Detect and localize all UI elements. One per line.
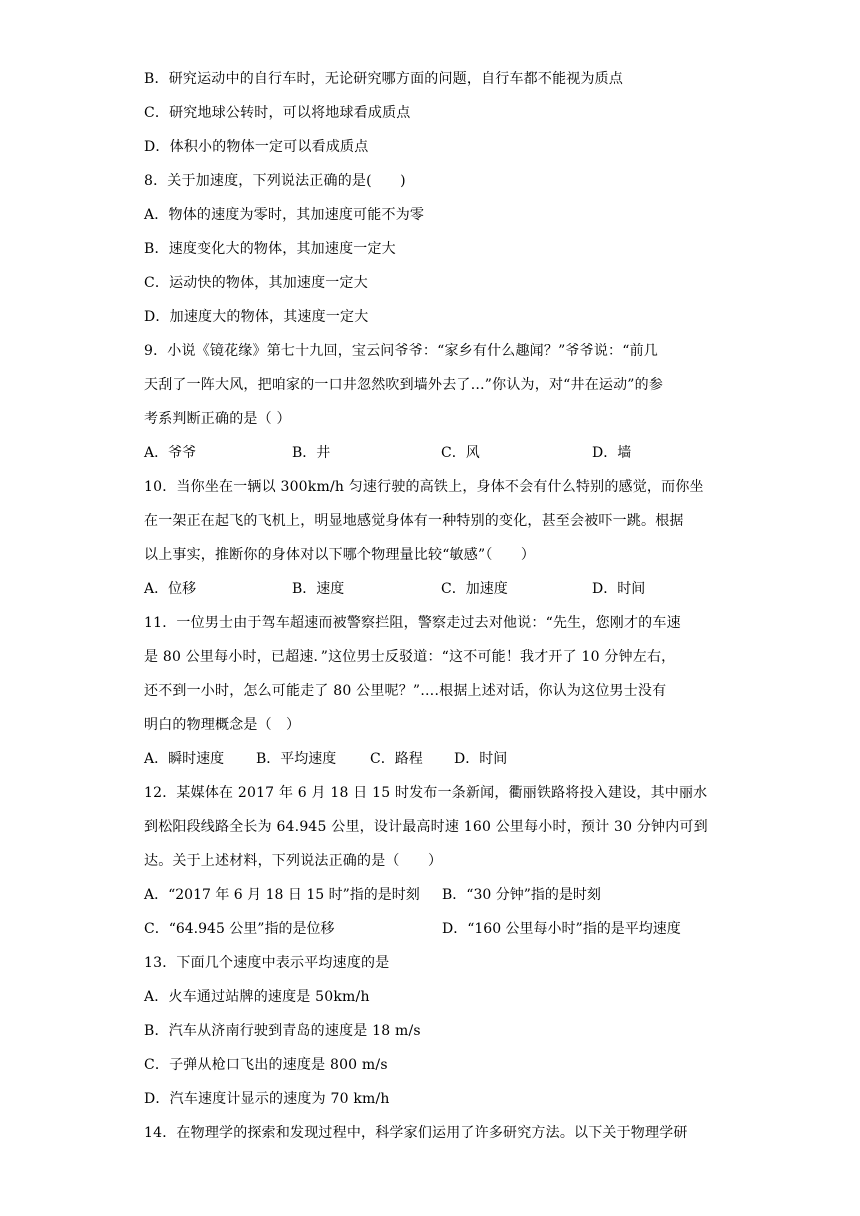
q7-option-b: B．研究运动中的自行车时，无论研究哪方面的问题，自行车都不能视为质点 — [144, 71, 624, 87]
q12-stem-line-2: 到松阳段线路全长为 64.945 公里，设计最高时速 160 公里每小时，预计 30 分钟内可到 — [144, 819, 708, 835]
q13-option-b: B．汽车从济南行驶到青岛的速度是 18 m/s — [144, 1023, 421, 1039]
q12-option-d: D．“160 公里每小时”指的是平均速度 — [442, 921, 681, 937]
q13-option-c: C．子弹从枪口飞出的速度是 800 m/s — [144, 1057, 388, 1073]
q11-option-c: C．路程 — [370, 751, 423, 767]
q11-option-a: A．瞬时速度 — [144, 751, 225, 767]
q11-stem-line-2: 是 80 公里每小时，已超速．”这位男士反驳道：“这不可能！我才开了 10 分钟左右， — [144, 649, 676, 665]
q7-option-c: C．研究地球公转时，可以将地球看成质点 — [144, 105, 411, 121]
q9-option-b: B．井 — [292, 445, 331, 461]
q11-options — [144, 742, 720, 776]
q13-stem: 13．下面几个速度中表示平均速度的是 — [144, 955, 390, 971]
q10-stem-line-2: 在一架正在起飞的飞机上，明显地感觉身体有一种特别的变化，甚至会被吓一跳。根据 — [144, 513, 684, 529]
q9-options — [144, 436, 720, 470]
q12-options-row-2 — [144, 912, 720, 946]
q10-stem-line-3: 以上事实，推断你的身体对以下哪个物理量比较“敏感”（ ） — [144, 547, 536, 563]
q11-stem-line-4: 明白的物理概念是（ ） — [144, 717, 301, 733]
q12-stem-line-3: 达。关于上述材料，下列说法正确的是（ ） — [144, 853, 443, 869]
q8-option-a: A．物体的速度为零时，其加速度可能不为零 — [144, 207, 425, 223]
q11-option-d: D．时间 — [454, 751, 508, 767]
q8-option-c: C．运动快的物体，其加速度一定大 — [144, 275, 368, 291]
q8-option-d: D．加速度大的物体，其速度一定大 — [144, 309, 369, 325]
q9-stem-line-2: 天刮了一阵大风，把咱家的一口井忽然吹到墙外去了…”你认为，对“井在运动”的参 — [144, 377, 664, 393]
q12-options-row-1 — [144, 878, 720, 912]
q7-option-d: D．体积小的物体一定可以看成质点 — [144, 139, 369, 155]
q12-option-b: B．“30 分钟”指的是时刻 — [442, 887, 601, 903]
q10-option-a: A．位移 — [144, 581, 197, 597]
q9-option-d: D．墙 — [592, 445, 632, 461]
q13-option-d: D．汽车速度计显示的速度为 70 km/h — [144, 1091, 390, 1107]
q10-stem-line-1: 10．当你坐在一辆以 300km/h 匀速行驶的高铁上，身体不会有什么特别的感觉，而你坐 — [144, 479, 704, 495]
q10-option-c: C．加速度 — [441, 581, 508, 597]
q12-option-a: A．“2017 年 6 月 18 日 15 时”指的是时刻 — [144, 887, 420, 903]
q8-option-b: B．速度变化大的物体，其加速度一定大 — [144, 241, 396, 257]
q14-stem-line-1: 14．在物理学的探索和发现过程中，科学家们运用了许多研究方法。以下关于物理学研 — [144, 1125, 688, 1141]
q10-option-b: B．速度 — [292, 581, 345, 597]
q12-option-c: C．“64.945 公里”指的是位移 — [144, 921, 335, 937]
q12-stem-line-1: 12．某媒体在 2017 年 6 月 18 日 15 时发布一条新闻，衢丽铁路将投入建设，其中丽水 — [144, 785, 708, 801]
q9-option-c: C．风 — [441, 445, 480, 461]
q9-option-a: A．爷爷 — [144, 445, 197, 461]
q9-stem-line-3: 考系判断正确的是（ ） — [144, 411, 291, 427]
q11-stem-line-1: 11．一位男士由于驾车超速而被警察拦阻，警察走过去对他说：“先生，您刚才的车速 — [144, 615, 681, 631]
q13-option-a: A．火车通过站牌的速度是 50km/h — [144, 989, 370, 1005]
q8-stem: 8．关于加速度，下列说法正确的是( ) — [144, 173, 406, 189]
q11-option-b: B．平均速度 — [256, 751, 337, 767]
q9-stem-line-1: 9．小说《镜花缘》第七十九回，宝云问爷爷：“家乡有什么趣闻？”爷爷说：“前几 — [144, 343, 658, 359]
q10-option-d: D．时间 — [592, 581, 646, 597]
q10-options — [144, 572, 720, 606]
q11-stem-line-3: 还不到一小时，怎么可能走了 80 公里呢？”….根据上述对话，你认为这位男士没有 — [144, 683, 667, 699]
exam-page — [144, 62, 720, 1150]
